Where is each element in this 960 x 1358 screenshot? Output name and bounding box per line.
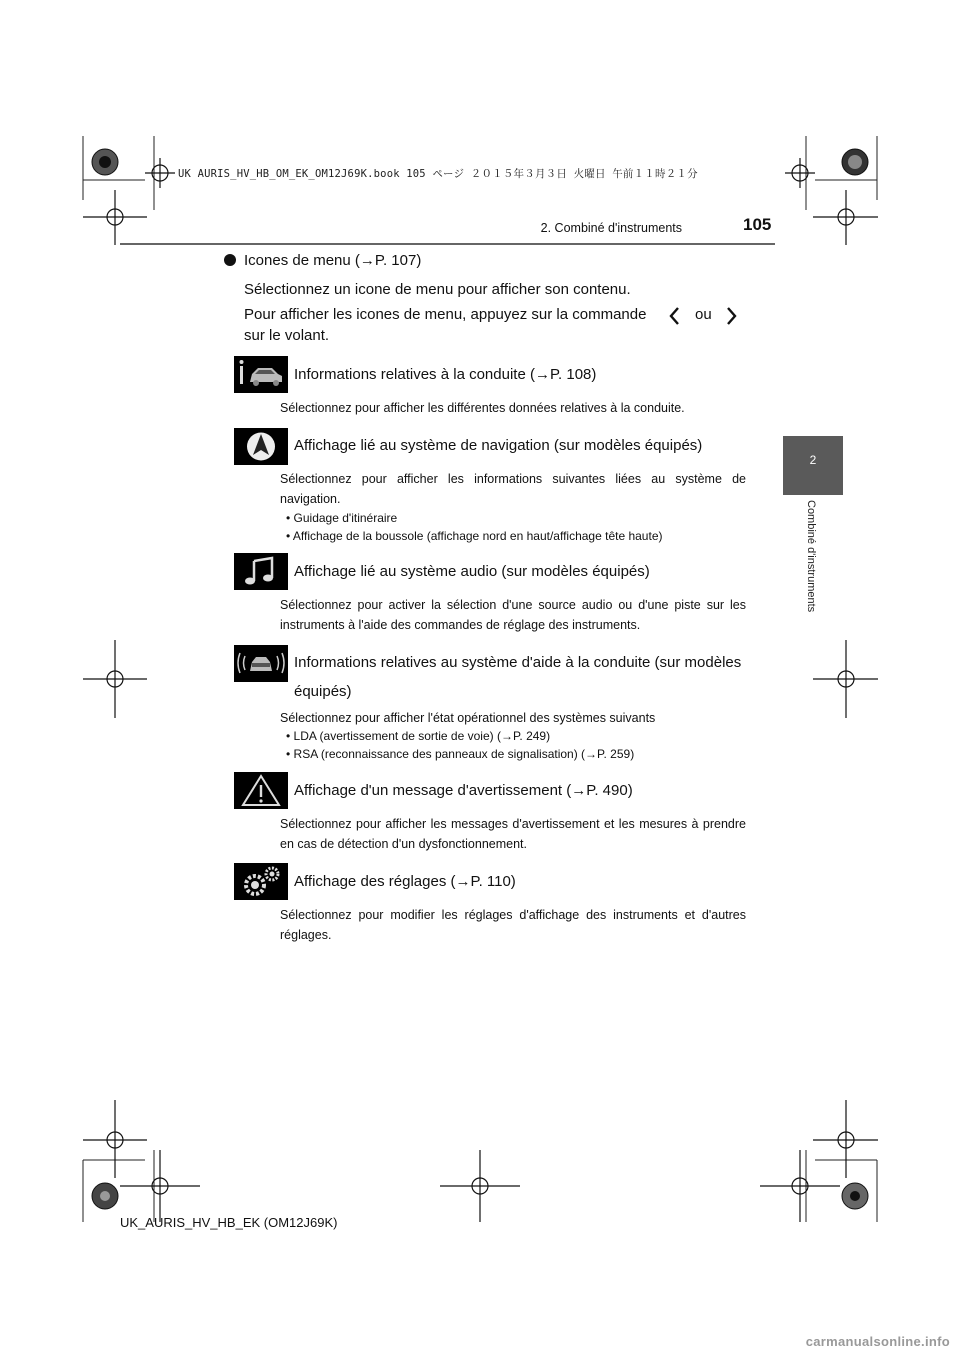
navigation-icon xyxy=(234,428,288,465)
item-desc-warning: Sélectionnez pour afficher les messages d'avertissement et les mesures à prendre en cas de détection d'un dysfonctionnement. xyxy=(280,817,746,851)
item-desc-navigation: Sélectionnez pour afficher les informations suivantes liées au système de navigation. xyxy=(280,472,746,506)
item-title-navigation: Affichage lié au système de navigation (sur modèles équipés) xyxy=(294,437,703,454)
sub-item: • RSA (reconnaissance des panneaux de signalisation) (→P. 259) xyxy=(286,747,635,761)
sub-item: • Guidage d'itinéraire xyxy=(286,511,398,525)
settings-gears-icon xyxy=(234,863,288,900)
chapter-tab xyxy=(783,436,843,495)
intro-line-2: Pour afficher les icones de menu, appuyez sur la commande xyxy=(244,306,647,323)
driving-support-icon xyxy=(234,645,288,682)
section-title: 2. Combiné d'instruments xyxy=(540,221,682,235)
item-desc-driving-support: Sélectionnez pour afficher l'état opérationnel des systèmes suivants xyxy=(280,711,656,725)
audio-note-icon xyxy=(234,553,288,590)
driving-info-icon xyxy=(234,356,288,393)
item-title-audio: Affichage lié au système audio (sur modèles équipés) xyxy=(294,563,650,580)
chevron-right-icon xyxy=(723,305,739,327)
item-title-driving-support-cont: équipés) xyxy=(294,683,352,700)
watermark: carmanualsonline.info xyxy=(805,1334,950,1349)
chapter-number: 2 xyxy=(809,453,817,467)
item-title-driving-support: Informations relatives au système d'aide à la conduite (sur modèles xyxy=(294,654,742,671)
intro-line-1: Sélectionnez un icone de menu pour afficher son contenu. xyxy=(244,281,631,298)
chapter-label: Combiné d'instruments xyxy=(805,500,817,613)
item-desc-driving-info: Sélectionnez pour afficher les différentes données relatives à la conduite. xyxy=(280,401,685,415)
sub-item: • Affichage de la boussole (affichage nord en haut/affichage tête haute) xyxy=(286,529,663,543)
menu-icons-heading: Icones de menu (→P. 107) xyxy=(244,252,422,269)
intro-or: ou xyxy=(695,306,712,323)
item-title-settings: Affichage des réglages (→P. 110) xyxy=(294,873,516,890)
intro-line-3: sur le volant. xyxy=(244,327,330,344)
item-desc-settings: Sélectionnez pour modifier les réglages d'affichage des instruments et d'autres réglages. xyxy=(280,908,746,942)
item-title-warning: Affichage d'un message d'avertissement (→P. 490) xyxy=(294,782,633,799)
header-rule xyxy=(120,243,775,245)
page-number: 105 xyxy=(743,215,772,234)
warning-triangle-icon xyxy=(234,772,288,809)
print-info: UK AURIS_HV_HB_OM_EK_OM12J69K.book 105 ページ ２０１５年３月３日 火曜日 午前１１時２１分 xyxy=(178,168,698,180)
footer-code: UK_AURIS_HV_HB_EK (OM12J69K) xyxy=(120,1215,338,1230)
item-title-driving-info: Informations relatives à la conduite (→P. 108) xyxy=(294,366,597,383)
item-desc-audio: Sélectionnez pour activer la sélection d'une source audio ou d'une piste sur les instruments à l'aide des commandes de réglage des instruments. xyxy=(280,598,746,632)
bullet-dot xyxy=(224,254,236,266)
sub-item: • LDA (avertissement de sortie de voie) (→P. 249) xyxy=(286,729,551,743)
chevron-left-icon xyxy=(667,305,683,327)
